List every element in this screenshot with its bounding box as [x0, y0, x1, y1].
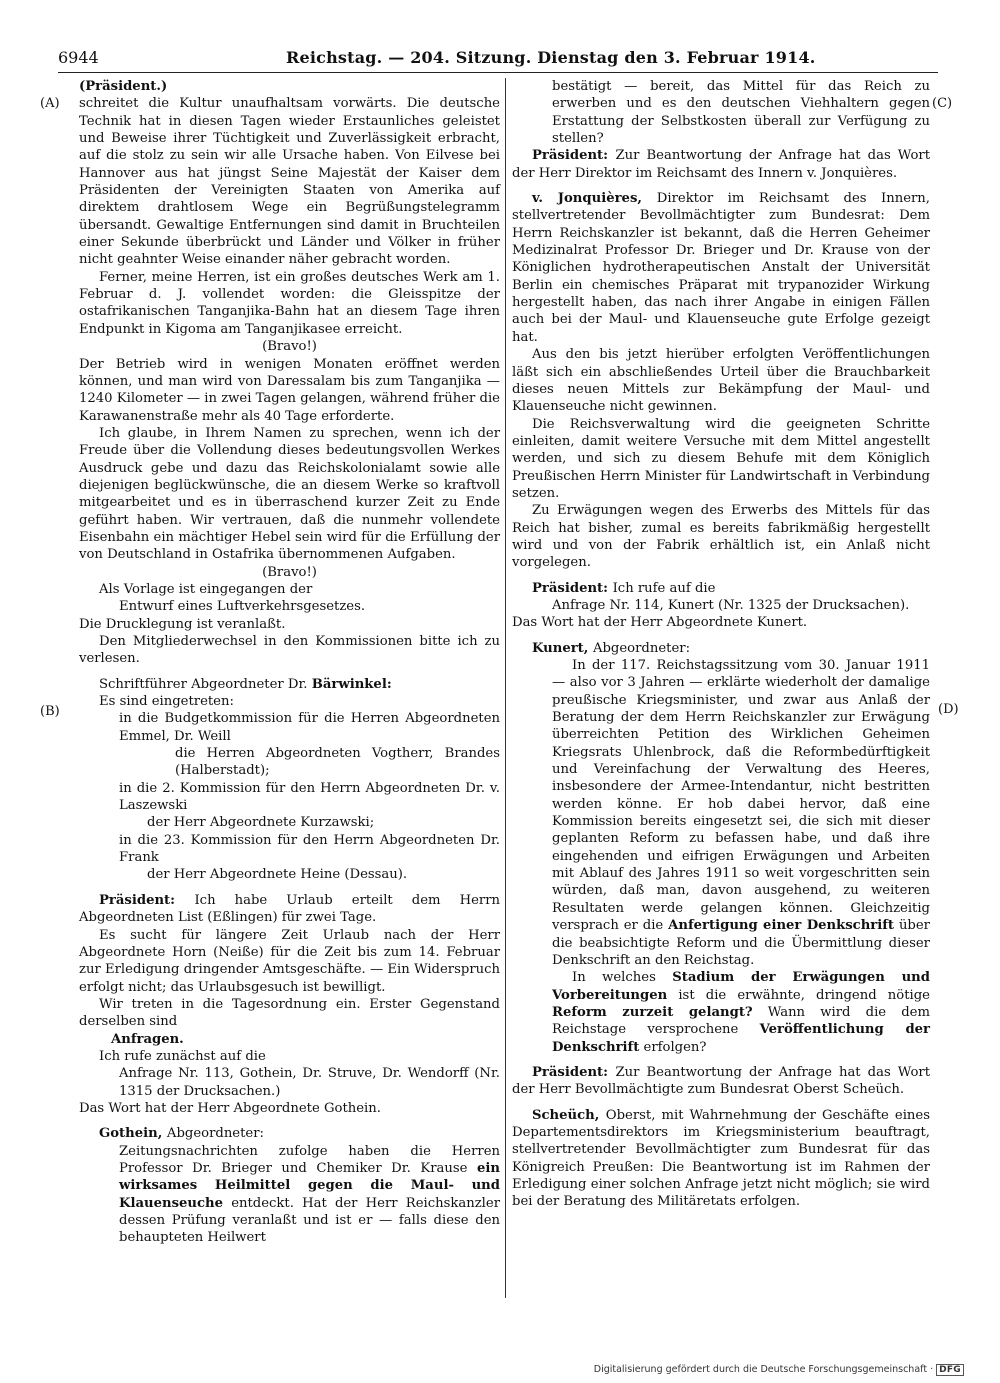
speech-text: Direktor im Reichsamt des Innern, stellvertretender Bevollmächtigter zum Bundesrat: Dem Herrn Reichskanzler ist bekannt, daß die Herren Geheimer Medizinalrat Professor Dr. Brieger und Dr. Krause von der Königlichen hydrotherapeutischen Anstalt der Universität Berlin ein chemisches Präparat mit trypanozider Wirkung hergestellt haben, das nach ihrer Angabe in einigen Fällen auch bei der Maul- und Klauenseuche gute Erfolge gezeigt hat. — [512, 191, 930, 345]
paragraph: Ich glaube, in Ihrem Namen zu sprechen, wenn ich der Freude über die Vollendung dieses bedeutungsvollen Werkes Ausdruck gebe und dazu das Reichskolonialamt sowie alle diejenigen beglückwünsche, die an diesem Werke so kraftvoll mitgearbeitet und es in überraschend kurzer Zeit zu Ende geführt haben. Wir vertrauen, daß die nunmehr vollendete Eisenbahn ein mächtiger Hebel sein wird für die Erfüllung der von Deutschland in Ostafrika übernommenen Aufgaben. — [79, 425, 500, 563]
paragraph — [512, 1107, 930, 1211]
paragraph — [79, 892, 500, 927]
speech-text: Zeitungsnachrichten zufolge haben die Herren Professor Dr. Brieger und Chemiker Dr. Krause — [119, 1143, 500, 1176]
committee-members: die Herren Abgeordneten Vogtherr, Brandes (Halberstadt); — [175, 746, 500, 779]
paragraph: Die Reichsverwaltung wird die geeigneten Schritte einleiten, damit weitere Versuche mit dem Mittel angestellt werden, und sich zu diesem Behufe mit dem Königlich Preußischen Herrn Minister für Landwirtschaft in Verbindung setzen. — [512, 416, 930, 501]
paragraph — [512, 190, 930, 346]
speaker-name: Präsident: — [532, 1064, 616, 1080]
emphasis: ein wirksames Heilmittel gegen die Maul- und Klauenseuche — [119, 1160, 500, 1211]
committee-members: der Herr Abgeordnete Kurzawski; — [147, 815, 375, 831]
paragraph — [512, 969, 930, 1056]
paragraph: Der Betrieb wird in wenigen Monaten eröffnet werden können, und man wird von Daressalam bis zum Tanganjika — 1240 Kilometer — in zwei Tagen gelangen, während früher die Karawanenstraße mehr als 40 Tage erforderte. — [79, 356, 500, 424]
speaker-name: Scheüch, — [532, 1107, 606, 1123]
speaker-name: Präsident: — [532, 148, 616, 164]
paragraph — [512, 580, 930, 597]
inquiry-title: Anfrage Nr. 113, Gothein, Dr. Struve, Dr. Wendorff (Nr. 1315 der Drucksachen.) — [119, 1066, 500, 1099]
bill-title: Entwurf eines Luftverkehrsgesetzes. — [119, 599, 366, 615]
speech-text: ist die erwähnte, dringend nötige — [667, 987, 930, 1003]
paragraph: Es sind eingetreten: — [99, 694, 234, 710]
digitization-credit — [594, 1364, 964, 1376]
paragraph: Die Drucklegung ist veranlaßt. — [79, 616, 286, 632]
speaker-role: Abgeordneter: — [166, 1126, 264, 1142]
paragraph: schreitet die Kultur unaufhaltsam vorwärts. Die deutsche Technik hat in diesen Tagen wieder Erstaunliches geleistet und Beweise ihrer Tüchtigkeit und Zuverlässigkeit erbracht, auf die stolz zu sein wir alle Ursache haben. Von Eilvese bei Hannover aus hat jüngst Seine Majestät der Kaiser dem Präsidenten der Vereinigten Staaten von Amerika auf direktem drahtlosem Wege ein Begrüßungstelegramm übersandt. Gewaltige Entfernungen sind damit in Bruchteilen einer Sekunde überbrückt und Länder und Völker in früher nicht geahnter Weise einander näher gebracht worden. — [79, 96, 500, 268]
speech-text: Wann wird die dem Reichstage versprochene — [552, 1004, 930, 1038]
speaker-role: Abgeordneter: — [592, 640, 691, 656]
speaker-name: Präsident: — [532, 580, 613, 596]
speech-text: Oberst, mit Wahrnehmung der Geschäfte eines Departementsdirektors im Kriegsministerium beauftragt, stellvertretender Bevollmächtigter zum Bundesrat für das Königreich Preußen: Die Beantwortung ist im Rahmen der Erledigung einer solchen Anfrage jetzt nicht möglich; sie wird bei der Beratung des Militäretats erfolgen. — [512, 1107, 930, 1210]
paragraph: Ich rufe zunächst auf die — [99, 1048, 266, 1064]
speaker-line — [512, 640, 930, 657]
page-number: 6944 — [58, 48, 99, 67]
speaker-line — [79, 1125, 500, 1142]
paragraph: Zu Erwägungen wegen des Erwerbs des Mittels für das Reich hat bisher, zumal es bereits fabrikmäßig hergestellt wird und von der Fabrik erhältlich ist, ein Anlaß nicht vorgelegen. — [512, 503, 930, 571]
speaker-continuation: (Präsident.) — [79, 79, 168, 94]
paragraph — [512, 147, 930, 182]
left-column — [79, 78, 500, 1247]
spacer — [79, 668, 500, 676]
speaker-role: Schriftführer Abgeordneter Dr. — [99, 676, 312, 692]
speaker-name: Präsident: — [99, 892, 195, 908]
speech-text: Ich habe Urlaub erteilt dem Herrn Abgeordneten List (Eßlingen) für zwei Tage. — [79, 892, 501, 926]
running-title: Reichstag. — 204. Sitzung. Dienstag den 3. Februar 1914. — [286, 48, 816, 67]
paragraph — [512, 1064, 930, 1099]
right-column — [512, 78, 930, 1211]
header-rule — [58, 72, 938, 73]
column-divider — [505, 78, 506, 1298]
committee-members: der Herr Abgeordnete Heine (Dessau). — [147, 867, 408, 883]
margin-marker-b: (B) — [40, 704, 60, 719]
speaker-name: Bärwinkel: — [311, 676, 392, 692]
committee-entry: in die 2. Kommission für den Herrn Abgeordneten Dr. v. Laszewski — [119, 780, 500, 814]
committee-entry: in die Budgetkommission für die Herren Abgeordneten Emmel, Dr. Weill — [119, 711, 500, 744]
spacer — [512, 572, 930, 580]
spacer — [512, 1099, 930, 1107]
spacer — [512, 1056, 930, 1064]
paragraph — [512, 657, 930, 969]
paragraph: Wir treten in die Tagesordnung ein. Erster Gegenstand derselben sind — [79, 996, 500, 1030]
spacer — [79, 1117, 500, 1125]
speaker-name: Kunert, — [532, 640, 593, 656]
paragraph: Ferner, meine Herren, ist ein großes deutsches Werk am 1. Februar d. J. vollendet worden: die Gleisspitze der ostafrikanischen Tanganjika-Bahn hat an diesem Tage ihren Endpunkt in Kigoma am Tanganjikasee erreicht. — [79, 269, 500, 337]
speaker-line — [79, 676, 500, 693]
speech-text: über die beabsichtigte Reform und die Übermittlung dieser Denkschrift an den Reichstag. — [552, 918, 930, 968]
speech-text: Zur Beantwortung der Anfrage hat das Wort der Herr Direktor im Reichsamt des Innern v. Jonquières. — [512, 148, 931, 181]
interjection: (Bravo!) — [262, 339, 317, 355]
spacer — [512, 632, 930, 640]
emphasis: Anfertigung einer Denkschrift — [668, 918, 895, 934]
paragraph: Es sucht für längere Zeit Urlaub nach der Herr Abgeordnete Horn (Neiße) für die Zeit bis zum 14. Februar zur Erledigung dringender Amtsgeschäfte. — Ein Widerspruch erfolgt nicht; das Urlaubsgesuch ist bewilligt. — [79, 927, 500, 995]
spacer — [512, 182, 930, 190]
paragraph: Den Mitgliederwechsel in den Kommissionen bitte ich zu verlesen. — [79, 634, 500, 667]
paragraph: Das Wort hat der Herr Abgeordnete Gothein. — [79, 1100, 381, 1116]
paragraph: Aus den bis jetzt hierüber erfolgten Veröffentlichungen läßt sich ein abschließendes Urteil über die Brauchbarkeit dieses neuen Mittels zur Bekämpfung der Maul- und Klauenseuche nicht gewinnen. — [512, 347, 930, 415]
margin-marker-c: (C) — [932, 96, 953, 111]
speech-text: Ich rufe auf die — [612, 580, 716, 596]
paragraph — [79, 1143, 500, 1247]
margin-marker-d: (D) — [938, 702, 959, 717]
emphasis: Reform zurzeit gelangt? — [552, 1004, 753, 1020]
page-header — [58, 48, 938, 70]
speech-text: Zur Beantwortung der Anfrage hat das Wort der Herr Bevollmächtigte zum Bundesrat Oberst Scheüch. — [512, 1064, 931, 1098]
paragraph: Das Wort hat der Herr Abgeordnete Kunert. — [512, 615, 808, 631]
inquiry-title: Anfrage Nr. 114, Kunert (Nr. 1325 der Drucksachen). — [552, 597, 910, 613]
speaker-name: Gothein, — [99, 1126, 167, 1142]
dfg-logo: DFG — [936, 1364, 964, 1376]
speech-text: In welches — [572, 970, 673, 986]
emphasis: Stadium der Erwägungen und Vorbereitungen — [552, 970, 930, 1003]
emphasis: Veröffentlichung der Denkschrift — [552, 1022, 930, 1055]
paragraph: bestätigt — bereit, das Mittel für das Reich zu erwerben und es den deutschen Viehhaltern gegen Erstattung der Selbstkosten überall zur Verfügung zu stellen? — [552, 79, 930, 147]
spacer — [79, 884, 500, 892]
speech-text: erfolgen? — [639, 1039, 707, 1055]
speech-text: entdeckt. Hat der Herr Reichskanzler dessen Prüfung veranlaßt und ist er — falls diese den behaupteten Heilwert — [119, 1195, 500, 1246]
margin-marker-a: (A) — [40, 96, 60, 111]
speech-text: In der 117. Reichstagssitzung vom 30. Januar 1911 — also vor 3 Jahren — erklärte wiederholt der damalige preußische Kriegsminister, und zwar aus Anlaß der Beratung der dem Herrn Reichskanzler zur Erwägung überreichten Petition des Wirklichen Geheimen Kriegsrats Uhlenbrock, daß die Reformbedürftigkeit und Vereinfachung der Verwaltung des Heeres, insbesondere der Armee-Intendantur, nicht bestritten werden könne. Er hob dabei hervor, daß eine Kommission bereits eingesetzt sei, die sich mit dieser geplanten Reform zu befassen habe, und daß ihre eingehenden und eifrigen Erwägungen und Arbeiten mit Ablauf des Jahres 1911 so weit vorgeschritten sein würden, daß man, davon ausgehend, zu weiteren Resultaten werde gelangen können. Gleichzeitig versprach er die — [552, 658, 930, 934]
credit-text: Digitalisierung gefördert durch die Deutsche Forschungsgemeinschaft · — [593, 1364, 934, 1375]
paragraph: Als Vorlage ist eingegangen der — [99, 581, 313, 597]
section-heading: Anfragen. — [111, 1031, 184, 1047]
interjection: (Bravo!) — [262, 564, 317, 580]
speaker-name: v. Jonquières, — [532, 191, 657, 207]
committee-entry: in die 23. Kommission für den Herrn Abgeordneten Dr. Frank — [119, 832, 500, 866]
